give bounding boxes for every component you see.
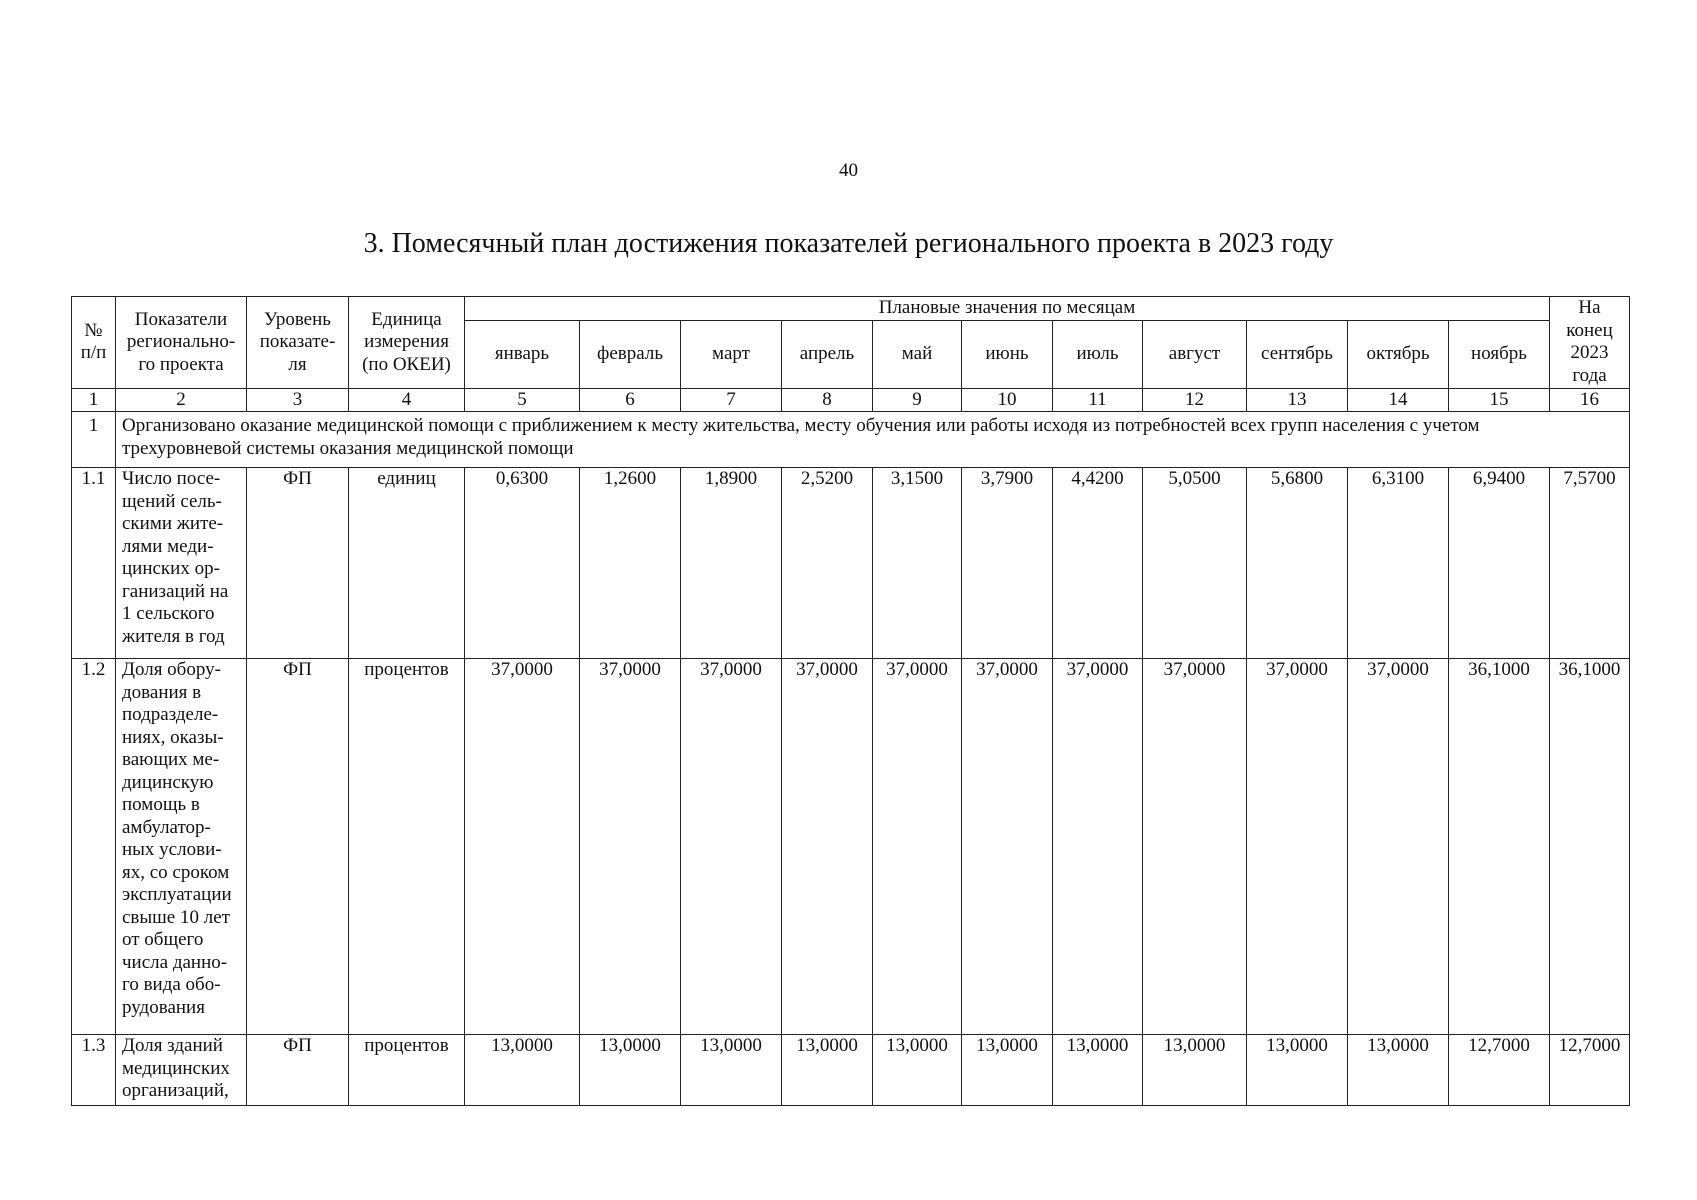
header-month: май <box>873 320 962 388</box>
month-value: 6,9400 <box>1449 468 1550 659</box>
row-number: 1.3 <box>72 1035 116 1106</box>
column-number: 1 <box>72 388 116 412</box>
column-number: 2 <box>116 388 247 412</box>
column-number: 10 <box>962 388 1053 412</box>
month-value: 37,0000 <box>782 659 873 1035</box>
column-number: 3 <box>247 388 349 412</box>
header-month: сентябрь <box>1247 320 1348 388</box>
month-value: 13,0000 <box>1247 1035 1348 1106</box>
row-number: 1.1 <box>72 468 116 659</box>
indicator-level: ФП <box>247 468 349 659</box>
column-number: 7 <box>681 388 782 412</box>
header-month: апрель <box>782 320 873 388</box>
month-value: 13,0000 <box>1348 1035 1449 1106</box>
header-level: Уровень показате- ля <box>247 297 349 389</box>
month-value: 37,0000 <box>873 659 962 1035</box>
table-row <box>72 659 1630 1035</box>
header-month: июль <box>1053 320 1143 388</box>
column-numbers-row <box>72 388 1630 412</box>
month-value: 1,8900 <box>681 468 782 659</box>
page-number: 40 <box>839 160 858 181</box>
month-value: 2,5200 <box>782 468 873 659</box>
month-value: 37,0000 <box>681 659 782 1035</box>
month-value: 13,0000 <box>1143 1035 1247 1106</box>
month-value: 13,0000 <box>465 1035 580 1106</box>
column-number: 13 <box>1247 388 1348 412</box>
indicator-name: Доля зданий медицинских организаций, <box>116 1035 247 1106</box>
month-value: 37,0000 <box>1053 659 1143 1035</box>
month-value: 13,0000 <box>873 1035 962 1106</box>
month-value: 13,0000 <box>1053 1035 1143 1106</box>
indicator-unit: процентов <box>349 1035 465 1106</box>
column-number: 12 <box>1143 388 1247 412</box>
indicator-name: Доля обору- дования в подразделе- ниях, оказы- вающих ме- дицинскую помощь в амбулатор- ных услови- ях, со сроком эксплуатации свыше 10 лет от общего числа данно- го вида обо- рудования <box>116 659 247 1035</box>
month-value: 13,0000 <box>681 1035 782 1106</box>
section-number: 1 <box>72 412 116 468</box>
month-value: 13,0000 <box>580 1035 681 1106</box>
column-number: 11 <box>1053 388 1143 412</box>
table-row <box>72 1035 1630 1106</box>
end-of-year-value: 36,1000 <box>1550 659 1630 1035</box>
column-number: 16 <box>1550 388 1630 412</box>
column-number: 9 <box>873 388 962 412</box>
section-row <box>72 412 1630 468</box>
document-title: 3. Помесячный план достижения показателей регионального проекта в 2023 году <box>363 228 1334 259</box>
row-number: 1.2 <box>72 659 116 1035</box>
month-value: 3,1500 <box>873 468 962 659</box>
month-value: 37,0000 <box>1348 659 1449 1035</box>
monthly-plan-table <box>71 296 1630 1106</box>
header-planned-values: Плановые значения по месяцам <box>465 297 1550 321</box>
month-value: 37,0000 <box>962 659 1053 1035</box>
indicator-level: ФП <box>247 1035 349 1106</box>
month-value: 37,0000 <box>1247 659 1348 1035</box>
header-month: январь <box>465 320 580 388</box>
month-value: 37,0000 <box>465 659 580 1035</box>
section-title: Организовано оказание медицинской помощи с приближением к месту жительства, месту обучения или работы исходя из потребностей всех групп населения с учетом трехуровневой системы оказания медицинской помощи <box>116 412 1630 468</box>
month-value: 3,7900 <box>962 468 1053 659</box>
header-month: июнь <box>962 320 1053 388</box>
month-value: 1,2600 <box>580 468 681 659</box>
header-unit: Единица измерения (по ОКЕИ) <box>349 297 465 389</box>
month-value: 12,7000 <box>1449 1035 1550 1106</box>
month-value: 5,6800 <box>1247 468 1348 659</box>
header-month: октябрь <box>1348 320 1449 388</box>
table-row <box>72 468 1630 659</box>
column-number: 14 <box>1348 388 1449 412</box>
month-value: 13,0000 <box>962 1035 1053 1106</box>
end-of-year-value: 7,5700 <box>1550 468 1630 659</box>
header-month: ноябрь <box>1449 320 1550 388</box>
header-end-of-year: На конец 2023 года <box>1550 297 1630 389</box>
month-value: 6,3100 <box>1348 468 1449 659</box>
month-value: 36,1000 <box>1449 659 1550 1035</box>
header-num: № п/п <box>72 297 116 389</box>
column-number: 4 <box>349 388 465 412</box>
month-value: 5,0500 <box>1143 468 1247 659</box>
end-of-year-value: 12,7000 <box>1550 1035 1630 1106</box>
month-value: 13,0000 <box>782 1035 873 1106</box>
column-number: 6 <box>580 388 681 412</box>
column-number: 15 <box>1449 388 1550 412</box>
indicator-unit: единиц <box>349 468 465 659</box>
header-month: февраль <box>580 320 681 388</box>
indicator-unit: процентов <box>349 659 465 1035</box>
month-value: 37,0000 <box>1143 659 1247 1035</box>
header-row <box>72 297 1630 321</box>
month-value: 0,6300 <box>465 468 580 659</box>
header-month: март <box>681 320 782 388</box>
column-number: 5 <box>465 388 580 412</box>
indicator-name: Число посе- щений сель- скими жите- лями меди- цинских ор- ганизаций на 1 сельского жителя в год <box>116 468 247 659</box>
column-number: 8 <box>782 388 873 412</box>
header-month: август <box>1143 320 1247 388</box>
header-indicator: Показатели регионально- го проекта <box>116 297 247 389</box>
month-value: 4,4200 <box>1053 468 1143 659</box>
indicator-level: ФП <box>247 659 349 1035</box>
month-value: 37,0000 <box>580 659 681 1035</box>
